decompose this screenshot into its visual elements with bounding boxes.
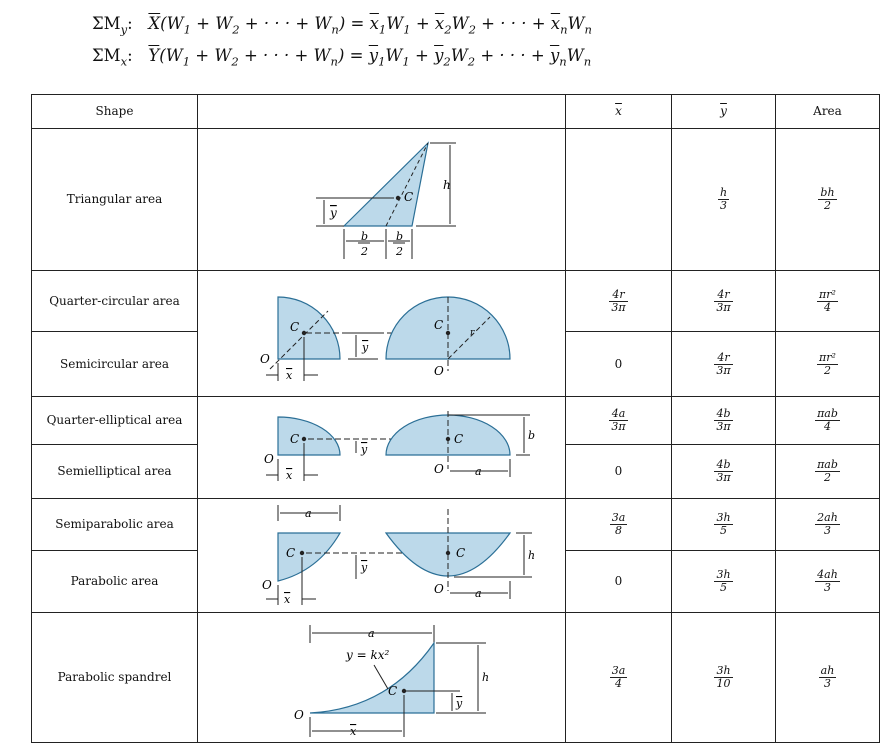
shape-name: Semiparabolic area (32, 499, 198, 551)
table-row (32, 271, 880, 332)
area-cell: $\frac{\text{πr²}}{2}$ (776, 332, 880, 397)
area-cell: $\frac{bh}{2}$ (776, 129, 880, 271)
triangle-figure (198, 129, 566, 271)
circle-figure-cell (198, 271, 566, 397)
circular-figure (198, 271, 566, 397)
header-figure (198, 95, 566, 129)
shape-name: Triangular area (32, 129, 198, 271)
svg-text:x: x (350, 725, 357, 738)
table-row (32, 397, 880, 445)
ybar-cell: $\frac{3h}{10}$ (672, 613, 776, 743)
svg-text:O: O (434, 462, 444, 476)
xbar-cell: $\frac{3a}{8}$ (566, 499, 672, 551)
elliptical-figure (198, 397, 566, 499)
triangle-figure-cell (198, 129, 566, 271)
svg-text:x: x (286, 369, 293, 382)
svg-text:O: O (260, 352, 270, 366)
svg-text:b: b (528, 429, 536, 442)
svg-text:C: C (454, 432, 464, 446)
header-area: Area (776, 95, 880, 129)
xbar-cell: $\frac{3a}{4}$ (566, 613, 672, 743)
svg-text:O: O (294, 708, 304, 722)
svg-text:a: a (368, 627, 375, 640)
centroid-dot (446, 331, 450, 335)
area-cell: $\frac{4ah}{3}$ (776, 551, 880, 613)
svg-text:a: a (305, 507, 312, 520)
ybar-cell: $\frac{4b}{3\pi}$ (672, 445, 776, 499)
ybar-cell: $\frac{4b}{3\pi}$ (672, 397, 776, 445)
svg-text:r: r (470, 328, 475, 338)
svg-text:O: O (264, 452, 274, 466)
spandrel-figure (198, 613, 566, 743)
ybar-cell: $\frac{3h}{5}$ (672, 499, 776, 551)
shape-name: Quarter-elliptical area (32, 397, 198, 445)
xbar-cell: 0 (566, 332, 672, 397)
header-ybar: $\overline{y}$ (672, 95, 776, 129)
xbar-cell: $\frac{4a}{3\pi}$ (566, 397, 672, 445)
svg-text:C: C (286, 546, 296, 560)
svg-text:y: y (361, 443, 368, 456)
label-2-2: 2 (396, 245, 403, 258)
triangle-shape (344, 143, 428, 226)
ybar-cell: $\frac{4r}{3\pi}$ (672, 271, 776, 332)
svg-text:y: y (362, 341, 369, 354)
table-row (32, 499, 880, 551)
ybar-cell: $\frac{3h}{5}$ (672, 551, 776, 613)
header-xbar: $\overline{x}$ (566, 95, 672, 129)
area-cell: $\frac{ah}{3}$ (776, 613, 880, 743)
svg-text:O: O (434, 364, 444, 378)
area-cell: $\frac{\text{πab}}{2}$ (776, 445, 880, 499)
shape-name: Quarter-circular area (32, 271, 198, 332)
svg-text:h: h (528, 549, 536, 562)
svg-text:C: C (290, 432, 300, 446)
table-header-row (32, 95, 880, 129)
label-b-1: b (361, 230, 369, 243)
svg-text:a: a (475, 587, 482, 600)
header-shape: Shape (32, 95, 198, 129)
ybar-cell: $\frac{h}{3}$ (672, 129, 776, 271)
svg-text:C: C (456, 546, 466, 560)
shape-name: Parabolic spandrel (32, 613, 198, 743)
ellipse-figure-cell (198, 397, 566, 499)
svg-text:C: C (290, 320, 300, 334)
label-b-2: b (396, 230, 404, 243)
moment-equation-y: $\Sigma M_y$: $\overline{X}(W_1 + W_2$ + · · · + $W_n) = \overline{x}_1W_1 + \overline{x}_2W_2$ + · · · + $\overline{x}_nW_n$ (92, 14, 592, 37)
parabolic-figure (198, 499, 566, 611)
shape-name: Parabolic area (32, 551, 198, 613)
spandrel-figure-cell (198, 613, 566, 743)
svg-text:x: x (284, 593, 291, 606)
area-cell: $\frac{2ah}{3}$ (776, 499, 880, 551)
label-h: h (443, 178, 451, 192)
parabola-figure-cell (198, 499, 566, 613)
svg-text:y: y (456, 697, 463, 710)
label-C: C (404, 190, 414, 204)
svg-text:y: y (361, 561, 368, 574)
quarter-circle-shape (278, 297, 340, 359)
table-row (32, 129, 880, 271)
xbar-cell: $\frac{4r}{3\pi}$ (566, 271, 672, 332)
xbar-cell (566, 129, 672, 271)
xbar-cell: 0 (566, 551, 672, 613)
centroid-dot (396, 196, 400, 200)
svg-text:a: a (475, 465, 482, 478)
shape-name: Semicircular area (32, 332, 198, 397)
svg-text:h: h (482, 671, 490, 684)
svg-text:O: O (262, 578, 272, 592)
xbar-cell: 0 (566, 445, 672, 499)
quarter-ellipse-shape (278, 417, 340, 455)
spandrel-equation: y = kx² (346, 648, 390, 662)
svg-text:C: C (434, 318, 444, 332)
ybar-cell: $\frac{4r}{3\pi}$ (672, 332, 776, 397)
area-cell: $\frac{\text{πab}}{4}$ (776, 397, 880, 445)
moment-equation-x: $\Sigma M_x$: $\overline{Y}(W_1 + W_2$ + · · · + $W_n) = \overline{y}_1W_1 + \overline{y}_2W_2$ + · · · + $\overline{y}_nW_n$ (92, 46, 592, 69)
area-cell: $\frac{\text{πr²}}{4}$ (776, 271, 880, 332)
label-2-1: 2 (361, 245, 368, 258)
centroid-dot (302, 331, 306, 335)
svg-text:O: O (434, 582, 444, 596)
label-ybar: y (330, 206, 337, 220)
shape-name: Semielliptical area (32, 445, 198, 499)
svg-text:x: x (286, 469, 293, 482)
table-row (32, 613, 880, 743)
svg-text:C: C (388, 684, 398, 698)
centroid-table (31, 94, 880, 743)
